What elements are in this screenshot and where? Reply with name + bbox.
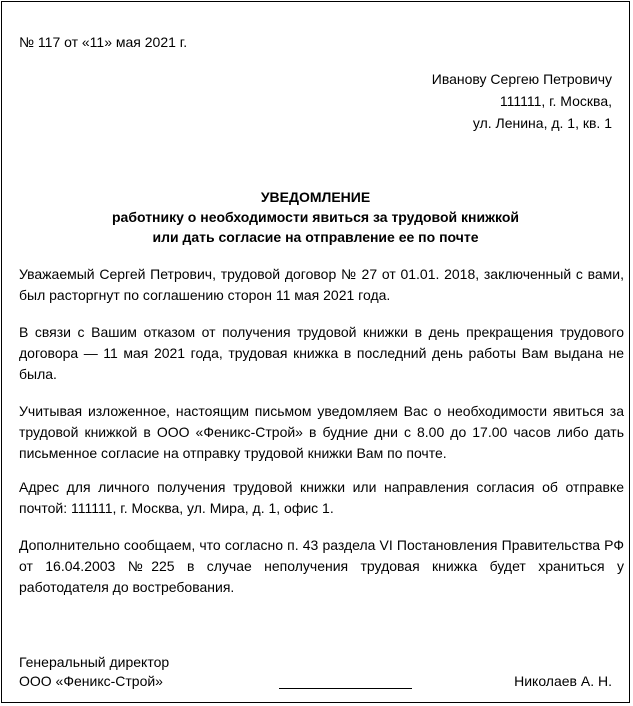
document-subtitle-line2: или дать согласие на отправление ее по почте	[152, 229, 479, 245]
body-paragraph: Дополнительно сообщаем, что согласно п. 43 раздела VI Постановления Правительства РФ от 16.04.2003 №225 в случае неполучения трудовая книжка будет храниться у работодателя до востребования.	[19, 537, 624, 595]
letter-page	[1, 1, 630, 703]
recipient-address-line2: ул. Ленина, д. 1, кв. 1	[472, 115, 612, 131]
body-paragraph: Уважаемый Сергей Петрович, трудовой договор № 27 от 01.01. 2018, заключенный с вами, был расторгнут по соглашению сторон 11 мая 2021 года.	[19, 266, 624, 303]
document-subtitle-line1: работнику о необходимости явиться за трудовой книжкой	[112, 209, 519, 225]
body-paragraph: Учитывая изложенное, настоящим письмом уведомляем Вас о необходимости явиться за трудовой книжкой в ООО «Феникс-Строй» в будние дни с 8.00 до 17.00 часов либо дать письменное согласие на отправку трудовой книжки Вам по почте.	[19, 403, 624, 461]
recipient-address-line1: 111111, г. Москва,	[499, 93, 612, 109]
recipient-name: Иванову Сергею Петровичу	[431, 71, 612, 87]
body-paragraph: Адрес для личного получения трудовой книжки или направления согласия об отправке почтой: 111111, г. Москва, ул. Мира, д. 1, офис 1.	[19, 479, 624, 516]
signatory-organization: ООО «Феникс-Строй»	[19, 673, 163, 689]
body-paragraph: В связи с Вашим отказом от получения трудовой книжки в день прекращения трудового договора — 11 мая 2021 года, трудовая книжка в последний день работы Вам выдана не была.	[19, 324, 624, 382]
signature-line	[279, 688, 412, 689]
signatory-position: Генеральный директор	[19, 654, 170, 670]
document-title: УВЕДОМЛЕНИЕ	[260, 189, 371, 205]
signatory-name: Николаев А. Н.	[514, 673, 612, 689]
letter-reference: № 117 от «11» мая 2021 г.	[19, 34, 188, 50]
